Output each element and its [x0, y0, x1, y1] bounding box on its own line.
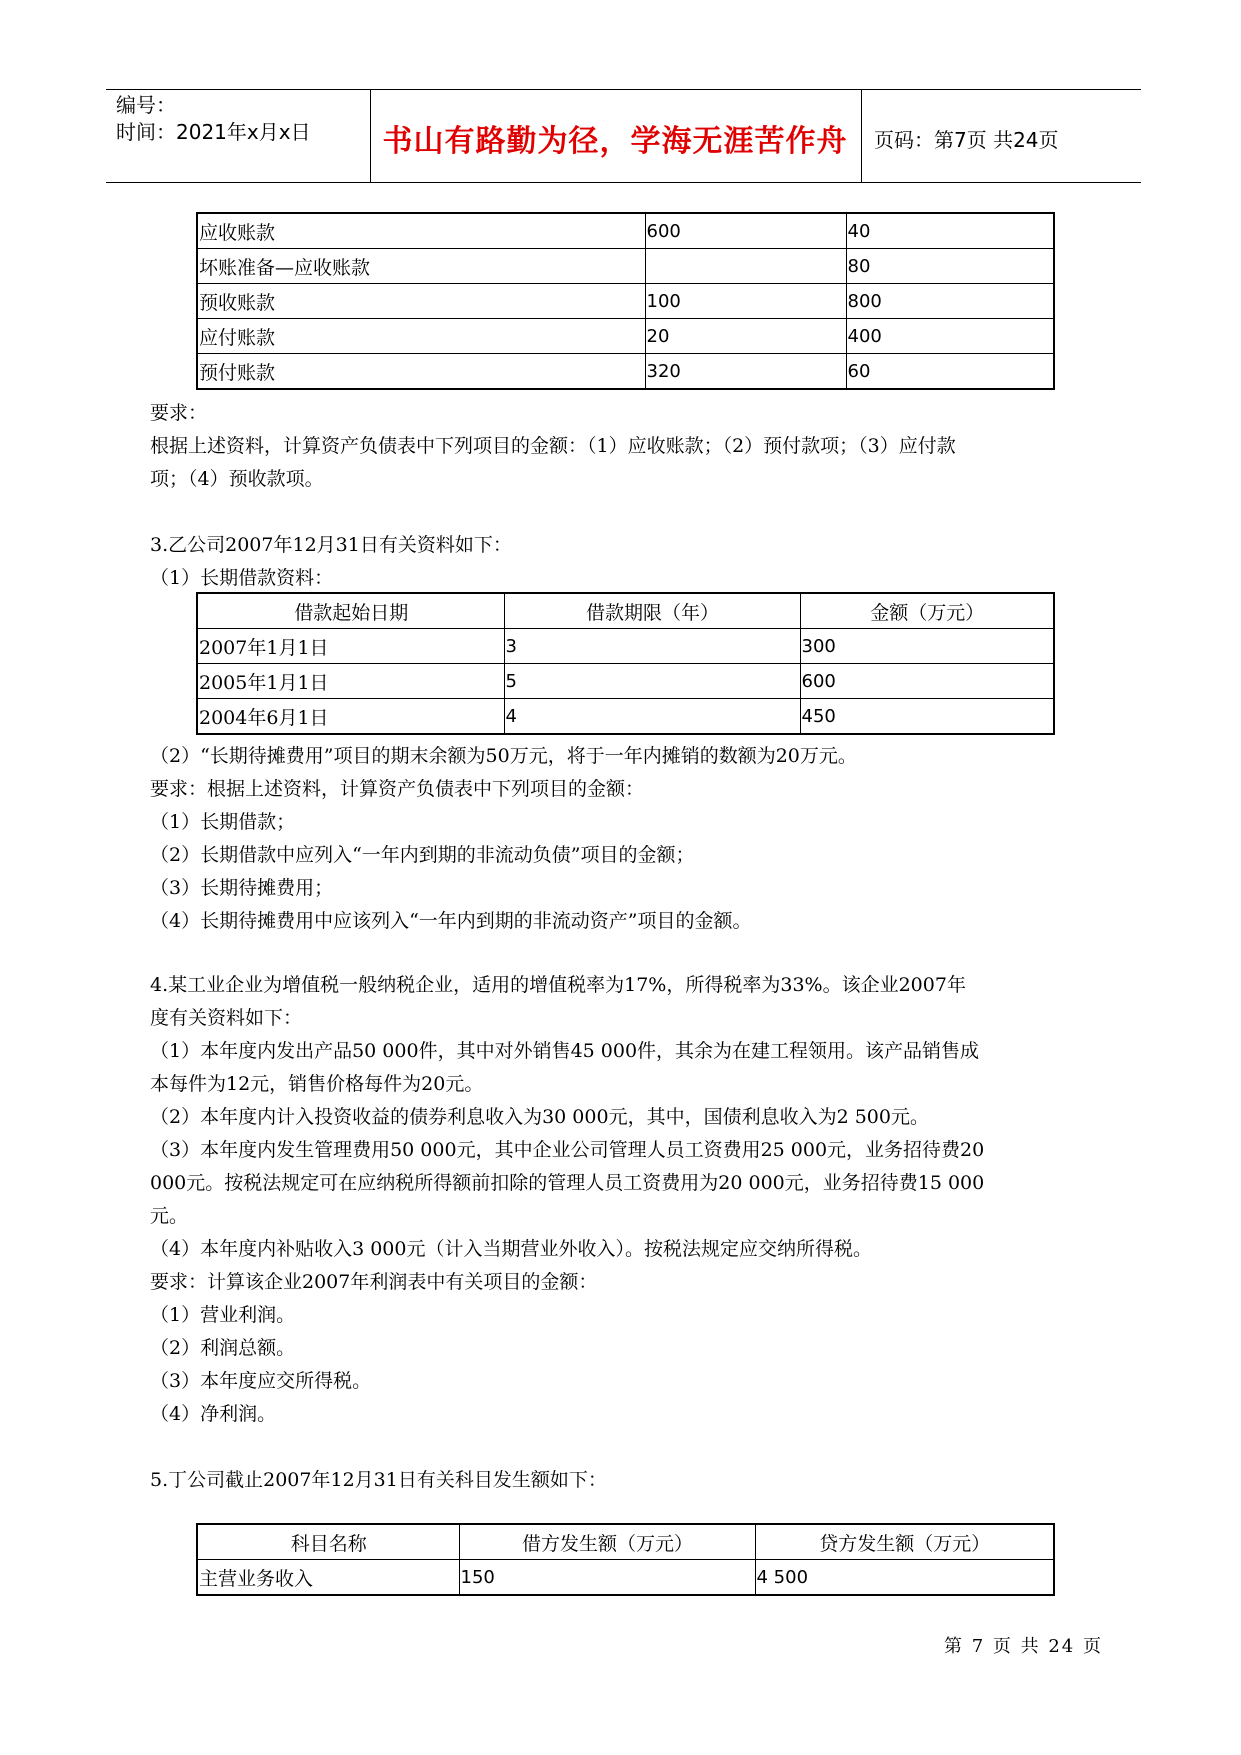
- q3-req: 要求：根据上述资料，计算资产负债表中下列项目的金额：: [150, 778, 645, 800]
- receivables-table: [196, 212, 1055, 390]
- table-row: [197, 629, 1054, 664]
- table-header-cell: 借款期限（年）: [504, 593, 800, 629]
- q4-item-3: （3）本年度应交所得税。: [150, 1370, 372, 1392]
- table-row: [197, 284, 1054, 319]
- table-cell: 5: [504, 664, 800, 699]
- q4-line1: 4.某工业企业为增值税一般纳税企业，适用的增值税率为17%，所得税率为33%。该企业2007年: [150, 974, 966, 996]
- table-cell: 预收账款: [197, 284, 645, 319]
- table-row: [197, 213, 1054, 249]
- table-cell: 150: [459, 1560, 755, 1596]
- table-header-row: [197, 1524, 1054, 1560]
- table-cell: 320: [645, 354, 846, 390]
- header-top-rule: [106, 89, 1141, 90]
- q4-p1b: 本每件为12元，销售价格每件为20元。: [150, 1073, 484, 1095]
- q4-p3c: 元。: [150, 1205, 189, 1227]
- table-header-cell: 科目名称: [197, 1524, 459, 1560]
- table-cell: 应付账款: [197, 319, 645, 354]
- q3-sub2: （2）“长期待摊费用”项目的期末余额为50万元，将于一年内摊销的数额为20万元。: [150, 745, 857, 767]
- table-cell: 40: [846, 213, 1054, 249]
- q3-item-4: （4）长期待摊费用中应该列入“一年内到期的非流动资产”项目的金额。: [150, 910, 752, 932]
- page-label: 页码：第7页 共24页: [874, 128, 1059, 152]
- q4-p4: （4）本年度内补贴收入3 000元（计入当期营业外收入）。按税法规定应交纳所得税。: [150, 1238, 872, 1260]
- table-cell: 300: [800, 629, 1054, 664]
- table-cell: 3: [504, 629, 800, 664]
- q4-item-1: （1）营业利润。: [150, 1304, 296, 1326]
- table-row: [197, 319, 1054, 354]
- table-cell: [645, 249, 846, 284]
- table-cell: 2005年1月1日: [197, 664, 504, 699]
- q4-p2: （2）本年度内计入投资收益的债券利息收入为30 000元，其中，国债利息收入为2 500元。: [150, 1106, 929, 1128]
- q4-line2: 度有关资料如下：: [150, 1007, 303, 1029]
- page-footer: 第 7 页 共 24 页: [944, 1636, 1103, 1657]
- table-row: [197, 664, 1054, 699]
- header-motto: 书山有路勤为径，学海无涯苦作舟: [382, 124, 848, 159]
- table-cell: 600: [800, 664, 1054, 699]
- table-cell: 4: [504, 699, 800, 735]
- table-header-cell: 贷方发生额（万元）: [755, 1524, 1054, 1560]
- table-cell: 100: [645, 284, 846, 319]
- table-cell: 2007年1月1日: [197, 629, 504, 664]
- header-info: [116, 92, 311, 146]
- q2-req-label: 要求：: [150, 402, 208, 424]
- q3-title: 3.乙公司2007年12月31日有关资料如下：: [150, 534, 512, 556]
- table-cell: 800: [846, 284, 1054, 319]
- table-cell: 预付账款: [197, 354, 645, 390]
- table-cell: 400: [846, 319, 1054, 354]
- q2-req-line2: 项；（4）预收款项。: [150, 468, 324, 490]
- table-cell: 坏账准备—应收账款: [197, 249, 645, 284]
- q3-item-3: （3）长期待摊费用；: [150, 877, 334, 899]
- table-header-cell: 金额（万元）: [800, 593, 1054, 629]
- table-row: [197, 1560, 1054, 1596]
- table-cell: 主营业务收入: [197, 1560, 459, 1596]
- table-row: [197, 699, 1054, 735]
- q3-item-1: （1）长期借款；: [150, 811, 296, 833]
- table-cell: 450: [800, 699, 1054, 735]
- long-term-loan-table: [196, 592, 1055, 735]
- table-cell: 2004年6月1日: [197, 699, 504, 735]
- q4-p3b: 000元。按税法规定可在应纳税所得额前扣除的管理人员工资费用为20 000元，业务招待费15 000: [150, 1172, 985, 1194]
- table-header-cell: 借款起始日期: [197, 593, 504, 629]
- header-bottom-rule: [106, 182, 1141, 183]
- header-divider-right: [861, 89, 862, 183]
- table-row: [197, 354, 1054, 390]
- table-cell: 应收账款: [197, 213, 645, 249]
- q4-p1a: （1）本年度内发出产品50 000件，其中对外销售45 000件，其余为在建工程领用。该产品销售成: [150, 1040, 980, 1062]
- q4-req: 要求：计算该企业2007年利润表中有关项目的金额：: [150, 1271, 598, 1293]
- number-label: 编号：: [116, 93, 176, 117]
- q4-p3a: （3）本年度内发生管理费用50 000元，其中企业公司管理人员工资费用25 000元，业务招待费20: [150, 1139, 985, 1161]
- q3-item-2: （2）长期借款中应列入“一年内到期的非流动负债”项目的金额；: [150, 844, 695, 866]
- q3-sub1: （1）长期借款资料：: [150, 567, 334, 589]
- table-cell: 20: [645, 319, 846, 354]
- table-cell: 600: [645, 213, 846, 249]
- table-cell: 4 500: [755, 1560, 1054, 1596]
- q5-title: 5.丁公司截止2007年12月31日有关科目发生额如下：: [150, 1469, 607, 1491]
- q4-item-4: （4）净利润。: [150, 1403, 277, 1425]
- table-row: [197, 249, 1054, 284]
- account-amounts-table: [196, 1523, 1055, 1596]
- table-header-row: [197, 593, 1054, 629]
- table-cell: 80: [846, 249, 1054, 284]
- q4-item-2: （2）利润总额。: [150, 1337, 296, 1359]
- date-label: 时间：2021年x月x日: [116, 120, 311, 144]
- table-cell: 60: [846, 354, 1054, 390]
- table-header-cell: 借方发生额（万元）: [459, 1524, 755, 1560]
- q2-req-line1: 根据上述资料，计算资产负债表中下列项目的金额：（1）应收账款；（2）预付款项；（3）应付款: [150, 435, 956, 457]
